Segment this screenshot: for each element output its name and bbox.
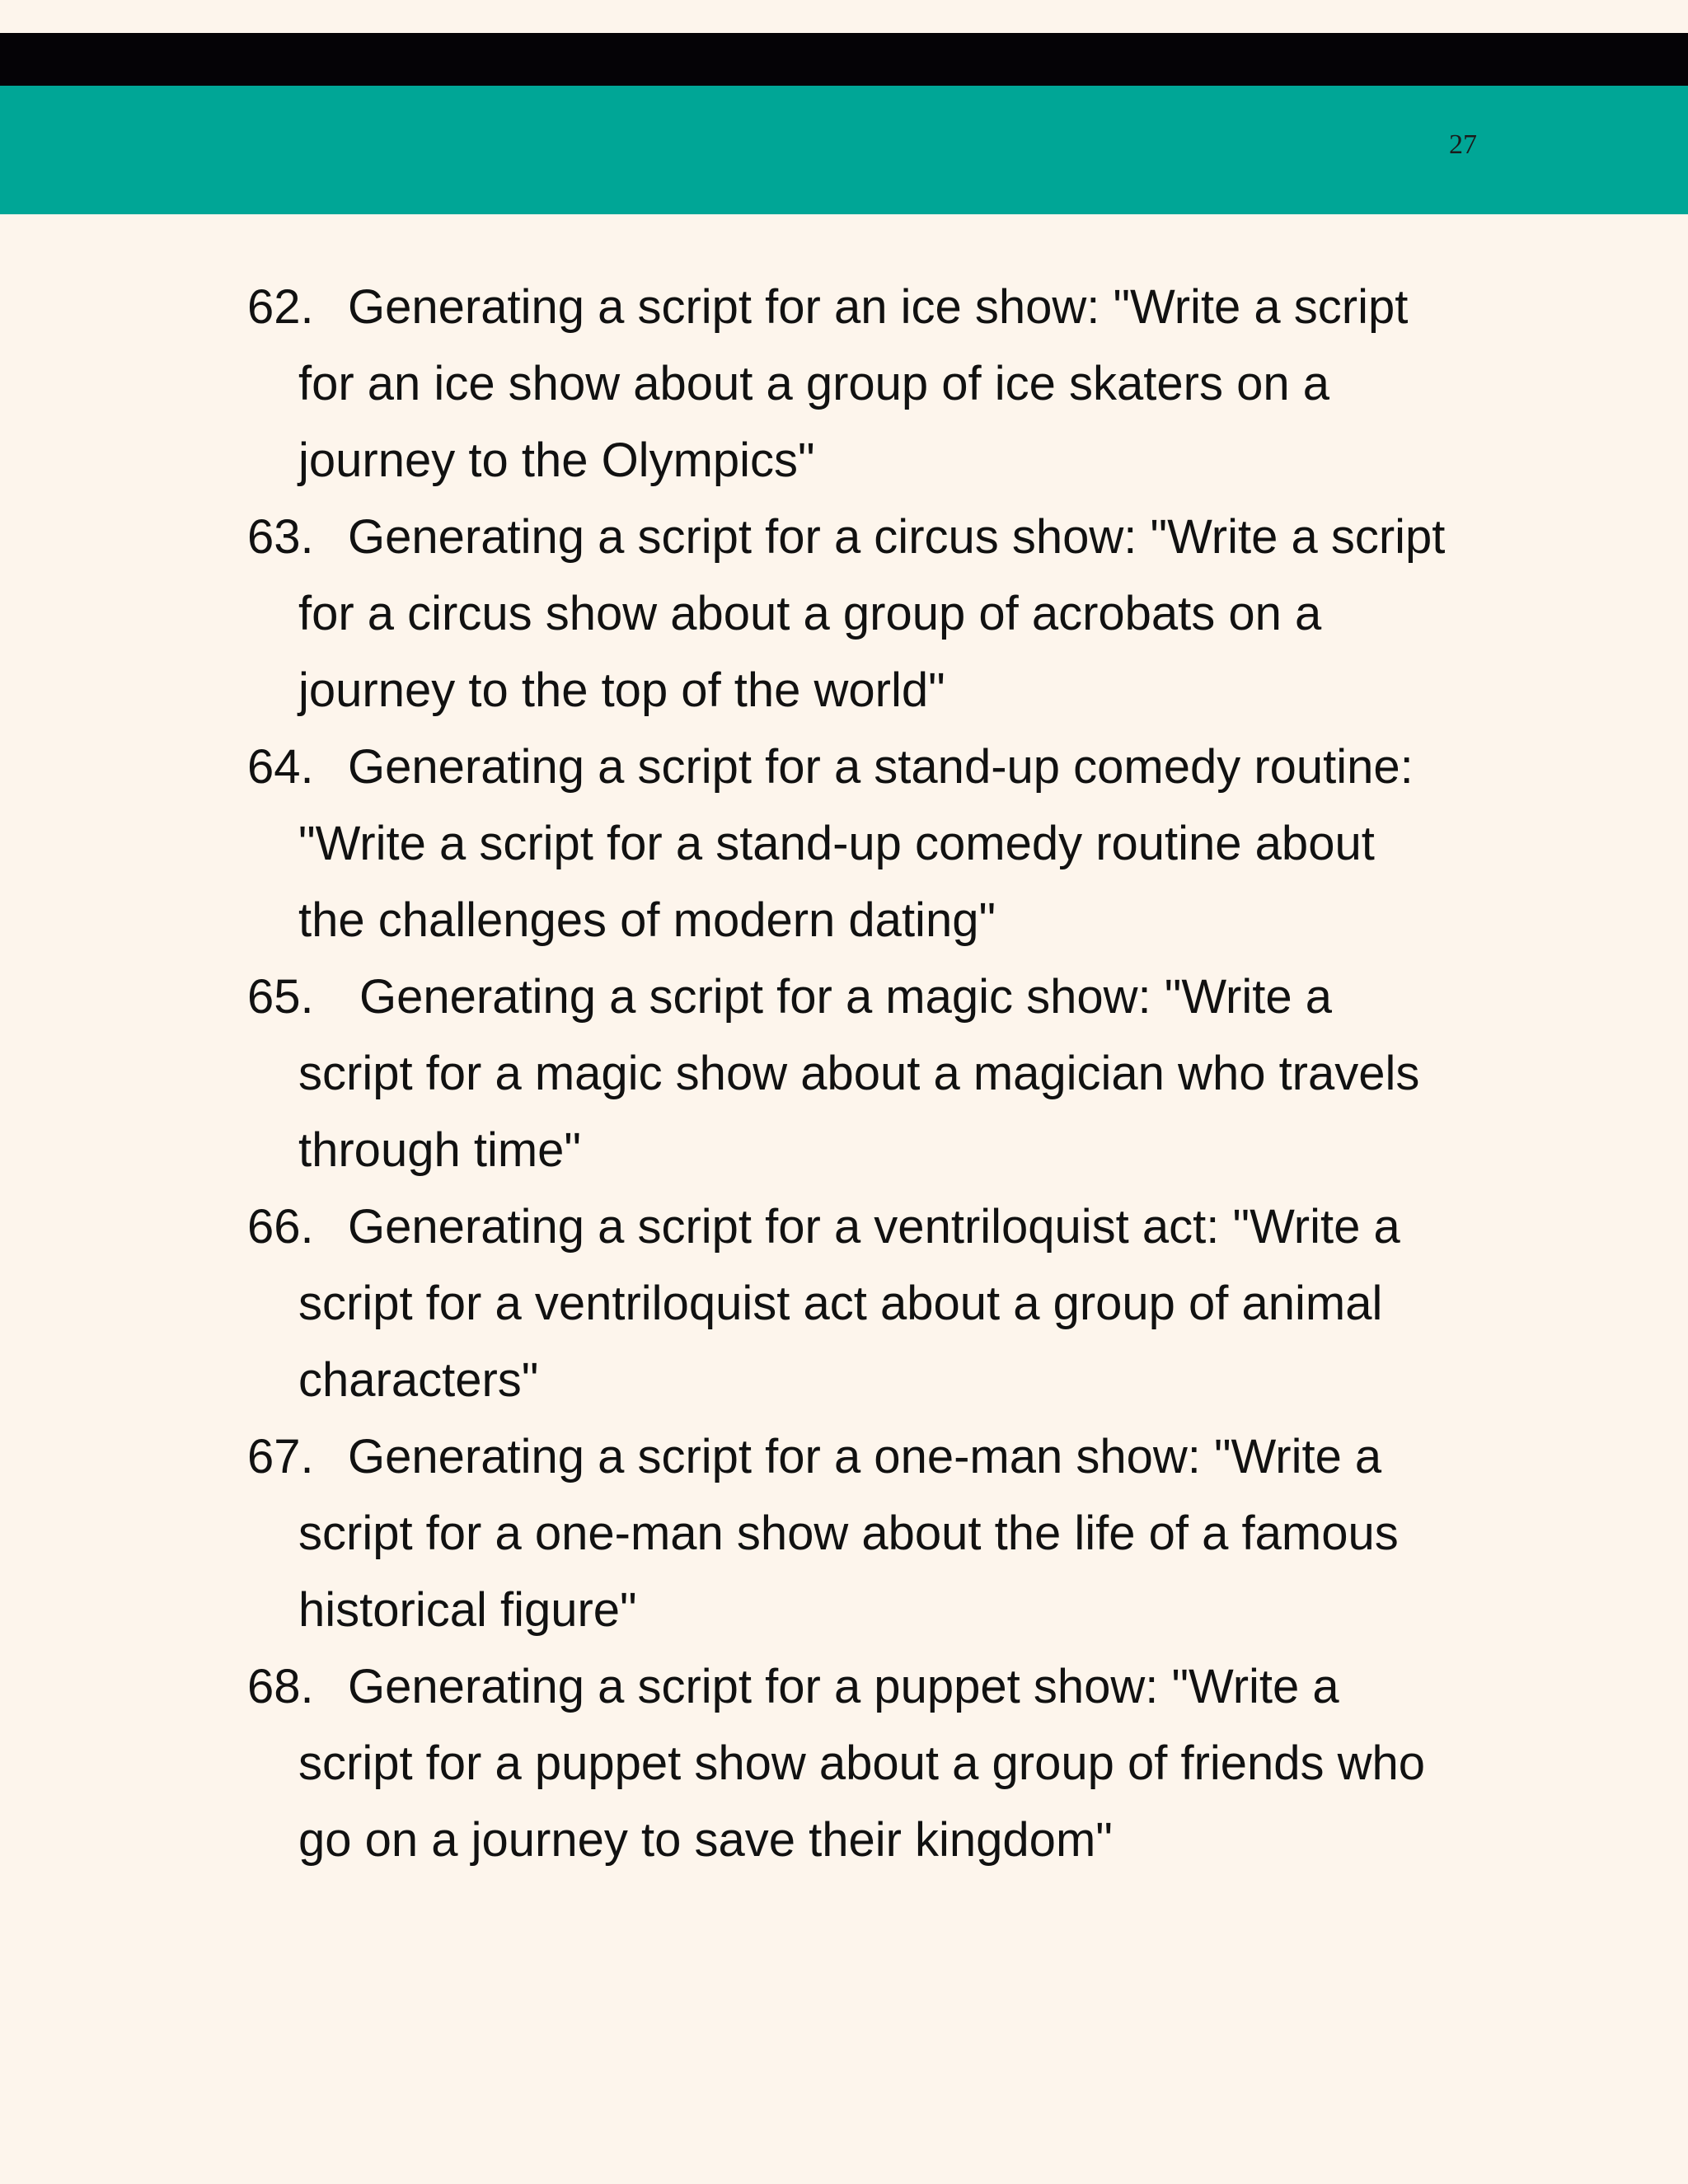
list-item-line: for an ice show about a group of ice skaters on a	[298, 357, 1329, 410]
list-item-line: journey to the Olympics"	[298, 434, 815, 487]
list-item-text	[298, 958, 1517, 1188]
list-item-line: Generating a script for an ice show: "Write a script	[348, 280, 1409, 334]
list-item-line: Generating a script for a puppet show: "Write a	[348, 1660, 1339, 1713]
list-item-text	[298, 729, 1517, 958]
list-item-number: 62.	[247, 280, 314, 334]
prompt-list	[247, 269, 1517, 1878]
list-item-67	[247, 1418, 1517, 1648]
list-item-number: 67.	[247, 1430, 314, 1483]
list-item-line: Generating a script for a one-man show: "Write a	[348, 1430, 1382, 1483]
list-item-text	[298, 1188, 1517, 1418]
list-item-text	[298, 1418, 1517, 1648]
list-item-line: characters"	[298, 1353, 539, 1407]
list-item-number: 66.	[247, 1200, 314, 1254]
list-item-line: script for a one-man show about the life of a famous	[298, 1507, 1399, 1560]
list-item-number: 65.	[247, 970, 314, 1024]
list-item-64	[247, 729, 1517, 958]
list-item-line: Generating a script for a circus show: "Write a script	[348, 510, 1446, 564]
list-item-line: Generating a script for a magic show: "Write a	[359, 970, 1332, 1024]
list-item-line: the challenges of modern dating"	[298, 893, 996, 947]
list-item-line: script for a ventriloquist act about a group of animal	[298, 1277, 1383, 1330]
list-item-65	[247, 958, 1517, 1188]
page-number: 27	[1449, 129, 1477, 160]
list-item-number: 64.	[247, 740, 314, 794]
list-item-line: historical figure"	[298, 1583, 637, 1637]
top-black-band	[0, 33, 1688, 86]
list-item-text	[298, 1648, 1517, 1878]
list-item-line: Generating a script for a ventriloquist act: "Write a	[348, 1200, 1400, 1254]
list-item-line: journey to the top of the world"	[298, 663, 945, 717]
list-item-line: "Write a script for a stand-up comedy routine about	[298, 817, 1375, 870]
list-item-line: go on a journey to save their kingdom"	[298, 1813, 1113, 1867]
list-item-text	[298, 269, 1517, 499]
list-item-66	[247, 1188, 1517, 1418]
list-item-number: 63.	[247, 510, 314, 564]
list-item-line: script for a puppet show about a group of friends who	[298, 1736, 1426, 1790]
list-item-62	[247, 269, 1517, 499]
list-item-text	[298, 499, 1517, 729]
list-item-line: through time"	[298, 1123, 581, 1177]
list-item-63	[247, 499, 1517, 729]
list-item-line: Generating a script for a stand-up comedy routine:	[348, 740, 1414, 794]
list-item-68	[247, 1648, 1517, 1878]
list-item-line: for a circus show about a group of acrobats on a	[298, 587, 1322, 640]
list-item-line: script for a magic show about a magician who travels	[298, 1047, 1420, 1100]
list-item-number: 68.	[247, 1660, 314, 1713]
